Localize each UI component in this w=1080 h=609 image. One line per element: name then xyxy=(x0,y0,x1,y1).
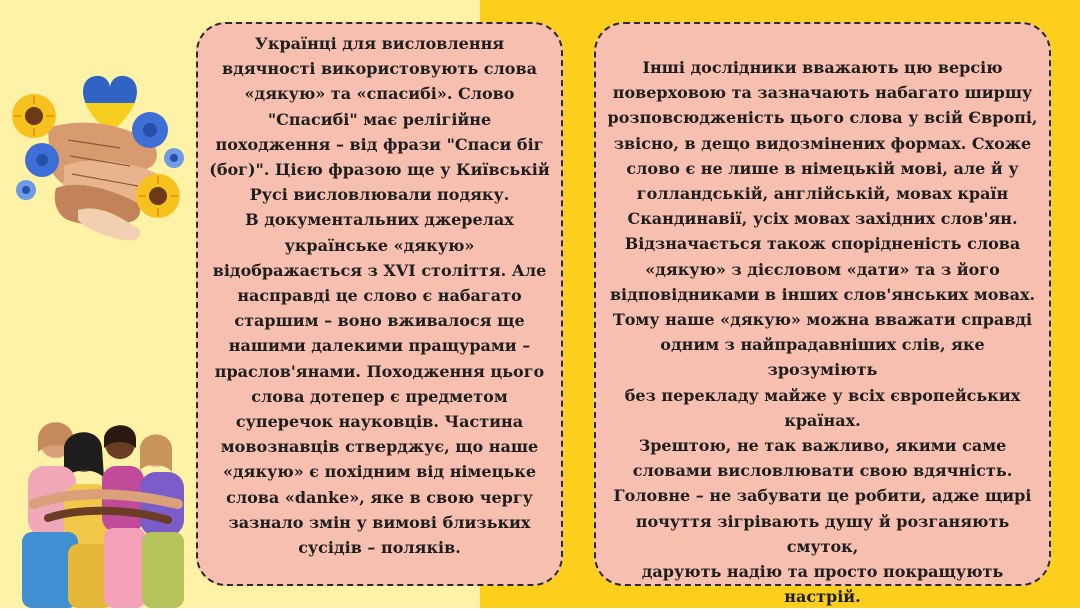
hugging-women-illustration xyxy=(8,408,190,608)
right-text-card xyxy=(594,22,1051,607)
right-card-text: Інші дослідники вважають цю версію поверховою та зазначають набагато ширшу розповсюдженість цього слова у всій Європі, звісно, в дещо видозмінених формах. Схоже слово є не лише в німецькій мові, але й у голландській, англійській, мовах країн Скандинавії, усіх мовах західних слов'ян. Відзначається також спорідненість слова «дякую» з дієсловом «дати» та з його відповідниками в інших слов'янських мовах. Тому наше «дякую» можна вважати справді одним з найпрадавніших слів, яке зрозуміють без перекладу майже у всіх європейських країнах. Зрештою, не так важливо, якими саме словами висловлювати свою вдячність. Головне – не забувати це робити, адже щирі почуття зігрівають душу й розганяють смуток, дарують надію та просто покращують настрій. xyxy=(607,58,1038,607)
left-card-text: Українці для висловлення вдячності використовують слова «дякую» та «спасибі». Слово "Спасибі" має релігійне походження – від фрази "Спаси біг (бог)". Цією фразою ще у Київській Русі висловлювали подяку. В документальних джерелах українське «дякую» відображається з XVI століття. Але насправді це слово є набагато старшим – воно вживалося ще нашими далекими пращурами – праслов'янами. Походження цього слова дотепер є предметом суперечок науковців. Частина мовознавців стверджує, що наше «дякую» є похідним від німецьке слова «danke», яке в свою чергу зазнало змін у вимові близьких сусідів – поляків. xyxy=(209,34,550,558)
hugging-women-icon xyxy=(22,422,184,608)
left-text-card xyxy=(196,22,563,586)
unity-illustration xyxy=(8,70,190,250)
